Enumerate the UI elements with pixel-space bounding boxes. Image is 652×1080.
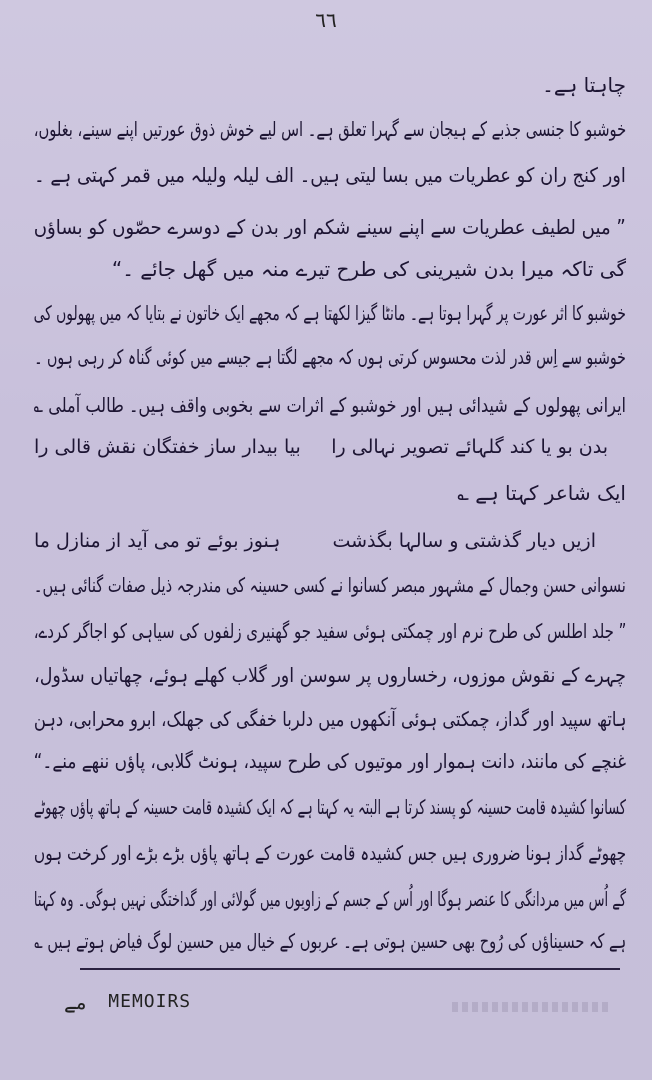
- text-line: چاہتا ہے۔: [542, 73, 626, 97]
- section-divider: [80, 968, 620, 970]
- text-line: خوشبو سے اِس قدر لذت محسوس کرتی ہوں کہ مجھے لگتا ہے جیسے میں کوئی گناہ کر رہی ہوں ۔: [34, 345, 626, 369]
- text-line: ایک شاعر کہتا ہے ؎: [457, 481, 626, 505]
- text-line: گے اُس میں مردانگی کا عنصر ہوگا اور اُس کے جسم کے زاویوں میں گولائی اور گداختگی نہیں ہوگی۔ وہ کہتا: [33, 887, 626, 911]
- text-line: کسانوا کشیدہ قامت حسینہ کو پسند کرتا ہے البتہ یہ کہتا ہے کہ ایک کشیدہ قامت حسینہ کے ہاتھ پاؤں چھوٹے: [33, 795, 626, 819]
- verse-hemistich: ازیں دیار گذشتی و سالہا بگذشت: [332, 530, 596, 552]
- publisher-mark: مے: [64, 990, 87, 1014]
- body-text: [34, 66, 626, 966]
- quote-line: گی تاکہ میرا بدن شیرینی کی طرح تیرے منہ میں گھل جائے ۔“: [111, 257, 626, 281]
- text-line: خوشبو کا اثر عورت پر گہرا ہوتا ہے۔ مانٹا گیزا لکھتا ہے کہ مجھے ایک خاتون نے بتایا کہ میں پھولوں کی: [33, 301, 626, 325]
- verse-hemistich: بدن بو یا کند گلہائے تصویر نہالی را: [331, 436, 608, 458]
- verse-hemistich: بیا بیدار ساز خفتگان نقش قالی را: [34, 436, 301, 458]
- text-line: ہے کہ حسیناؤں کی رُوح بھی حسین ہوتی ہے۔ عربوں کے خیال میں حسین لوگ فیاض ہوتے ہیں ؎: [34, 929, 626, 953]
- quote-line: چہرے کے نقوش موزوں، رخساروں پر سوسن اور گلاب کھلے ہوئے، چھاتیاں سڈول،: [34, 663, 626, 687]
- text-line: اور کنج ران کو عطریات میں بسا لیتی ہیں۔ الف لیلہ ولیلہ میں قمر کہتی ہے ۔: [34, 163, 626, 187]
- bleed-through-text: [452, 1002, 612, 1012]
- footer: [64, 990, 191, 1014]
- verse-hemistich: ہنوز بوئے تو می آید از منازل ما: [34, 530, 281, 552]
- quote-line: غنچے کی مانند، دانت ہموار اور موتیوں کی طرح سپید، ہونٹ گلابی، پاؤں ننھے منے۔“: [33, 749, 626, 773]
- quote-line: ” میں لطیف عطریات سے اپنے سینے شکم اور بدن کے دوسرے حصّوں کو بساؤں: [33, 215, 626, 239]
- text-line: نسوانی حسن وجمال کے مشہور مبصر کسانوا نے کسی حسینہ کی مندرجہ ذیل صفات گنائی ہیں۔: [34, 573, 626, 597]
- text-line: ایرانی پھولوں کے شیدائی ہیں اور خوشبو کے اثرات سے بخوبی واقف ہیں۔ طالب آملی ؎: [33, 393, 626, 417]
- quote-line: ” جلد اطلس کی طرح نرم اور چمکتی ہوئی سفید جو گھنیری زلفوں کی سیاہی کو اجاگر کردے،: [33, 619, 626, 643]
- footer-label: MEMOIRS: [108, 991, 192, 1012]
- text-line: خوشبو کا جنسی جذبے کے ہیجان سے گہرا تعلق ہے۔ اس لیے خوش ذوق عورتیں اپنے سینے، بغلوں،: [33, 117, 626, 141]
- text-line: چھوٹے گداز ہونا ضروری ہیں جس کشیدہ قامت عورت کے ہاتھ پاؤں بڑے بڑے اور کرخت ہوں: [33, 841, 626, 865]
- page-number: ٦٦: [315, 8, 337, 32]
- quote-line: ہاتھ سپید اور گداز، چمکتی ہوئی آنکھوں میں دلربا خفگی کی جھلک، ابرو محرابی، دہن: [33, 707, 626, 731]
